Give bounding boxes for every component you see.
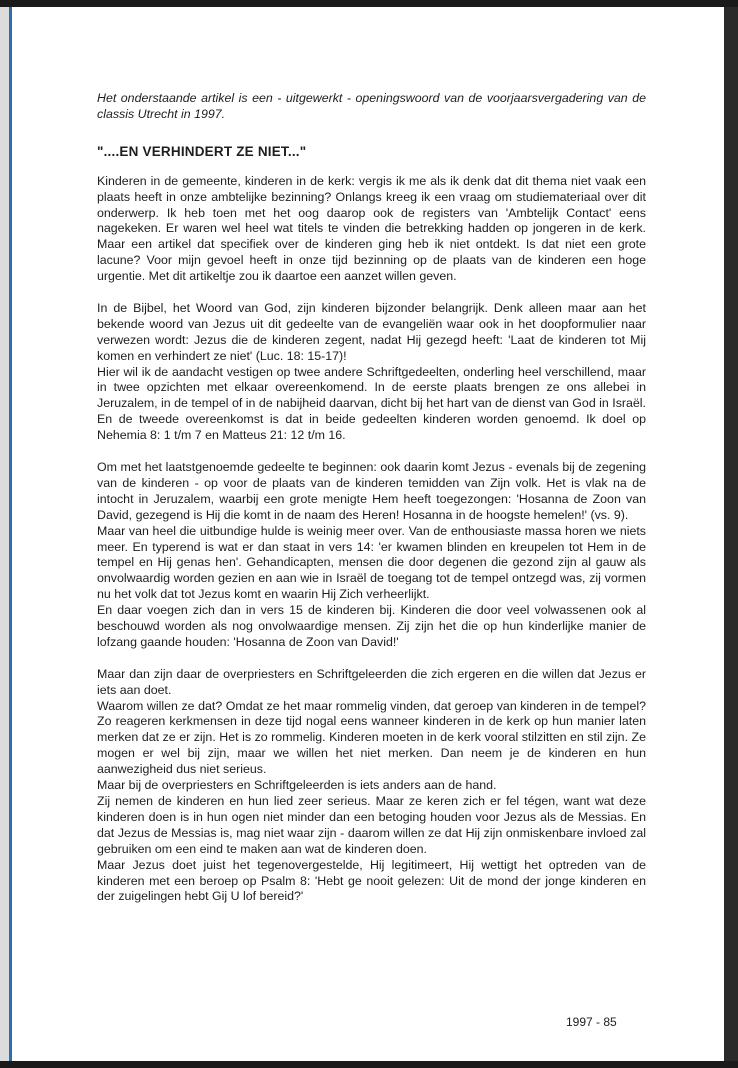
- paragraph: [97, 174, 646, 285]
- paragraph-line: Hier wil ik de aandacht vestigen op twee andere Schriftgedeelten, onderling heel verschillend, maar in twee opzichten met elkaar overeenkomend. In de eerste plaats brengen ze ons allebei in Jeruzalem, in de tempel of in de nabijheid daarvan, dicht bij het hart van de dienst van God in Israël. En de tweede overeenkomst is dat in beide gedeelten kinderen worden genoemd. Ik doel op Nehemia 8: 1 t/m 7 en Matteus 21: 12 t/m 16.: [97, 364, 646, 443]
- article-title: "....EN VERHINDERT ZE NIET...": [97, 143, 307, 159]
- scan-border-right: [724, 7, 738, 1068]
- paragraph: [97, 667, 646, 906]
- paragraph-line: Zij nemen de kinderen en hun lied zeer serieus. Maar ze keren zich er fel tégen, want wat deze kinderen doen is in hun ogen niet minder dan een betoging houden voor Jezus als de Messias. En dat Jezus de Messias is, mag niet waar zijn - daarom willen ze dat Hij zijn onmiskenbare invloed zal gebruiken om een eind te maken aan wat de kinderen doen.: [97, 794, 646, 856]
- binding-stripe: [9, 7, 12, 1061]
- paragraph-line: Waarom willen ze dat? Omdat ze het maar rommelig vinden, dat geroep van kinderen in de tempel? Zo reageren kerkmensen in deze tijd nogal eens wanneer kinderen in de kerk op hun manier laten merken dat ze er zijn. Het is zo rommelig. Kinderen moeten in de kerk vooral stilzitten en stil zijn. Ze mogen er wel bij zijn, maar we willen het niet merken. Dan neem je de kinderen en hun aanwezigheid dus niet serieus.: [97, 698, 646, 777]
- paragraph: [97, 301, 646, 444]
- paragraph-line: Maar dan zijn daar de overpriesters en Schriftgeleerden die zich ergeren en die willen dat Jezus er iets aan doet.: [97, 666, 646, 697]
- paragraph-line: Maar Jezus doet juist het tegenovergestelde, Hij legitimeert, Hij wettigt het optreden van de kinderen met een beroep op Psalm 8: 'Hebt ge nooit gelezen: Uit de mond der jonge kinderen en der zuigelingen hebt Gij U lof bereid?': [97, 857, 646, 904]
- article: [97, 91, 646, 921]
- paragraph-line: En daar voegen zich dan in vers 15 de kinderen bij. Kinderen die door veel volwassenen ook al beschouwd worden als nog onvolwaardige mensen. Zij zijn het die op hun kinderlijke manier de lofzang gaande houden: 'Hosanna de Zoon van David!': [97, 603, 646, 649]
- paragraph-line: In de Bijbel, het Woord van God, zijn kinderen bijzonder belangrijk. Denk alleen maar aan het bekende woord van Jezus uit dit gedeelte van de evangeliën waar ook in het doopformulier naar verwezen wordt: Jezus die de kinderen zegent, nadat Hij gezegd heeft: 'Laat de kinderen tot Mij komen en verhindert ze niet' (Luc. 18: 15-17)!: [97, 300, 646, 363]
- page-number: 1997 - 85: [566, 1015, 617, 1029]
- paragraph-line: Kinderen in de gemeente, kinderen in de kerk: vergis ik me als ik denk dat dit thema niet vaak een plaats heeft in onze ambtelijke bezinning? Onlangs kreeg ik een vraag om studiemateriaal over dit onderwerp. Ik heb toen met het oog daarop ook de registers van 'Ambtelijk Contact' eens nagekeken. Er waren wel heel wat titels te vinden die betrekking hadden op jongeren in de kerk. Maar een artikel dat specifiek over de kinderen ging heb ik niet ontdekt. Is dat niet een grote lacune? Voor mijn gevoel heeft in onze tijd bezinning op de plaats van de kinderen een hoge urgentie. Met dit artikeltje zou ik daartoe een aanzet willen geven.: [97, 173, 646, 284]
- paragraph-line: Om met het laatstgenoemde gedeelte te beginnen: ook daarin komt Jezus - evenals bij de zegening van de kinderen - op voor de plaats van de kinderen temidden van Zijn volk. Het is vlak na de intocht in Jeruzalem, waarbij een grote menigte Hem heeft toegezongen: 'Hosanna de Zoon van David, gezegend is Hij die komt in de naam des Heren! Hosanna in de hoogste hemelen!' (vs. 9).: [97, 460, 646, 522]
- scan-border-top: [0, 0, 738, 7]
- paragraph-line: Maar bij de overpriesters en Schriftgeleerden is iets anders aan de hand.: [97, 778, 497, 793]
- paragraph-line: Maar van heel die uitbundige hulde is weinig meer over. Van de enthousiaste massa horen we niets meer. En typerend is wat er dan staat in vers 14: 'er kwamen blinden en kreupelen tot Hem in de tempel en Hij genas hen'. Gehandicapten, mensen die door degenen die gezond zijn al gauw als onvolwaardig worden gezien en aan wie in Israël de toegang tot de tempel ontzegd was, zij vormen nu het volk dat tot Jezus komt en waarin Hij Zich verheerlijkt.: [97, 523, 646, 602]
- scan-border-bottom: [0, 1061, 738, 1068]
- paragraph: [97, 460, 646, 651]
- article-intro: Het onderstaande artikel is een - uitgewerkt - openingswoord van de voorjaarsvergadering van de classis Utrecht in 1997.: [97, 91, 646, 121]
